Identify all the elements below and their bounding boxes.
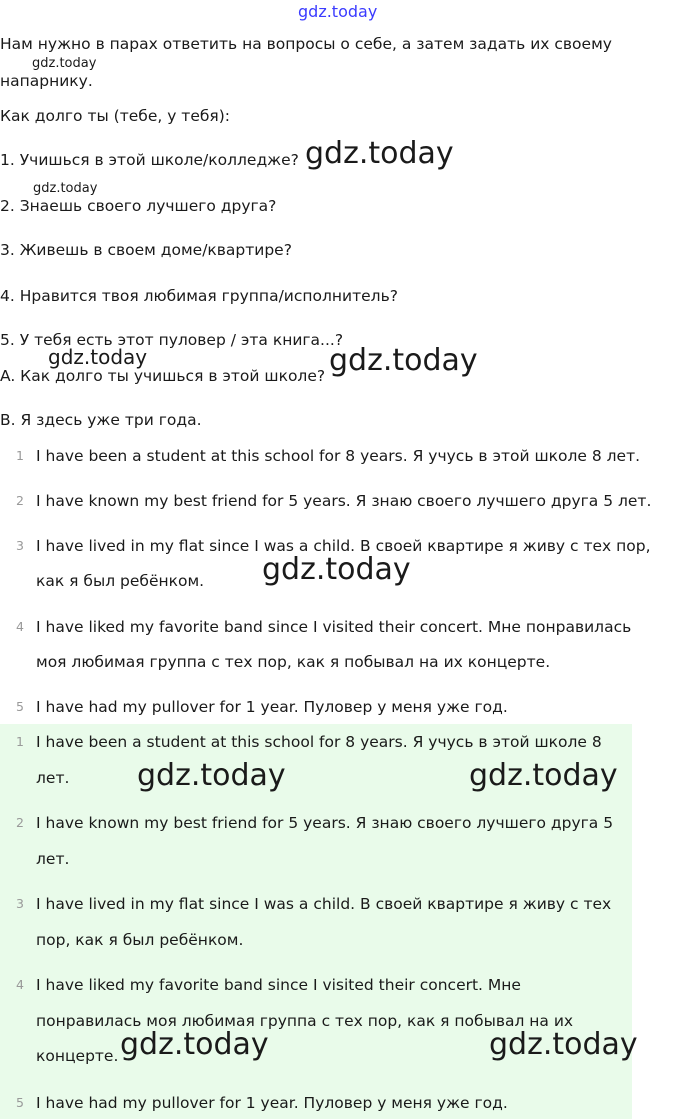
list-text: I have been a student at this school for 8 years. Я учусь в этой школе 8: [36, 733, 602, 751]
list-number: 1: [16, 448, 24, 463]
question-item: 1. Учишься в этой школе/колледже?: [0, 151, 299, 169]
intro-text: Нам нужно в парах ответить на вопросы о себе, а затем задать их своему: [0, 35, 612, 53]
list-text: моя любимая группа с тех пор, как я побывал на их концерте.: [36, 653, 551, 671]
list-number: 3: [16, 538, 24, 553]
watermark: gdz.today: [469, 758, 618, 793]
list-text: лет.: [36, 850, 70, 868]
list-number: 3: [16, 896, 24, 911]
watermark: gdz.today: [32, 56, 97, 71]
list-text: I have lived in my flat since I was a child. В своей квартире я живу с тех пор,: [36, 537, 651, 555]
list-text: понравилась моя любимая группа с тех пор, как я побывал на их: [36, 1012, 574, 1030]
list-text: I have known my best friend for 5 years. Я знаю своего лучшего друга 5: [36, 814, 614, 832]
list-text: I have known my best friend for 5 years. Я знаю своего лучшего друга 5 лет.: [36, 492, 652, 510]
list-text: I have been a student at this school for 8 years. Я учусь в этой школе 8 лет.: [36, 447, 641, 465]
list-text: I have liked my favorite band since I visited their concert. Мне понравилась: [36, 618, 632, 636]
watermark: gdz.today: [48, 345, 148, 369]
list-number: 5: [16, 1095, 24, 1110]
prompt-text: Как долго ты (тебе, у тебя):: [0, 107, 231, 125]
watermark: gdz.today: [298, 2, 378, 21]
watermark: gdz.today: [489, 1027, 638, 1062]
list-text: I have had my pullover for 1 year. Пуловер у меня уже год.: [36, 1094, 508, 1112]
watermark: gdz.today: [329, 343, 478, 378]
example-answer: B. Я здесь уже три года.: [0, 411, 202, 429]
list-text: пор, как я был ребёнком.: [36, 931, 244, 949]
watermark: gdz.today: [137, 758, 286, 793]
watermark: gdz.today: [120, 1027, 269, 1062]
list-text: как я был ребёнком.: [36, 572, 205, 590]
question-item: 4. Нравится твоя любимая группа/исполнитель?: [0, 287, 398, 305]
question-item: 2. Знаешь своего лучшего друга?: [0, 197, 277, 215]
list-text: концерте.: [36, 1047, 119, 1065]
watermark: gdz.today: [33, 181, 98, 196]
list-text: лет.: [36, 769, 70, 787]
list-text: I have had my pullover for 1 year. Пуловер у меня уже год.: [36, 698, 508, 716]
list-number: 4: [16, 619, 24, 634]
list-number: 2: [16, 493, 24, 508]
question-item: 3. Живешь в своем доме/квартире?: [0, 241, 292, 259]
list-number: 2: [16, 815, 24, 830]
list-number: 1: [16, 734, 24, 749]
list-number: 4: [16, 977, 24, 992]
list-text: I have lived in my flat since I was a child. В своей квартире я живу с тех: [36, 895, 612, 913]
intro-text: напарнику.: [0, 72, 93, 90]
list-number: 5: [16, 699, 24, 714]
example-question: A. Как долго ты учишься в этой школе?: [0, 367, 326, 385]
list-text: I have liked my favorite band since I visited their concert. Мне: [36, 976, 521, 994]
watermark: gdz.today: [305, 136, 454, 171]
question-item: 5. У тебя есть этот пуловер / эта книга...?: [0, 331, 344, 349]
watermark: gdz.today: [262, 552, 411, 587]
